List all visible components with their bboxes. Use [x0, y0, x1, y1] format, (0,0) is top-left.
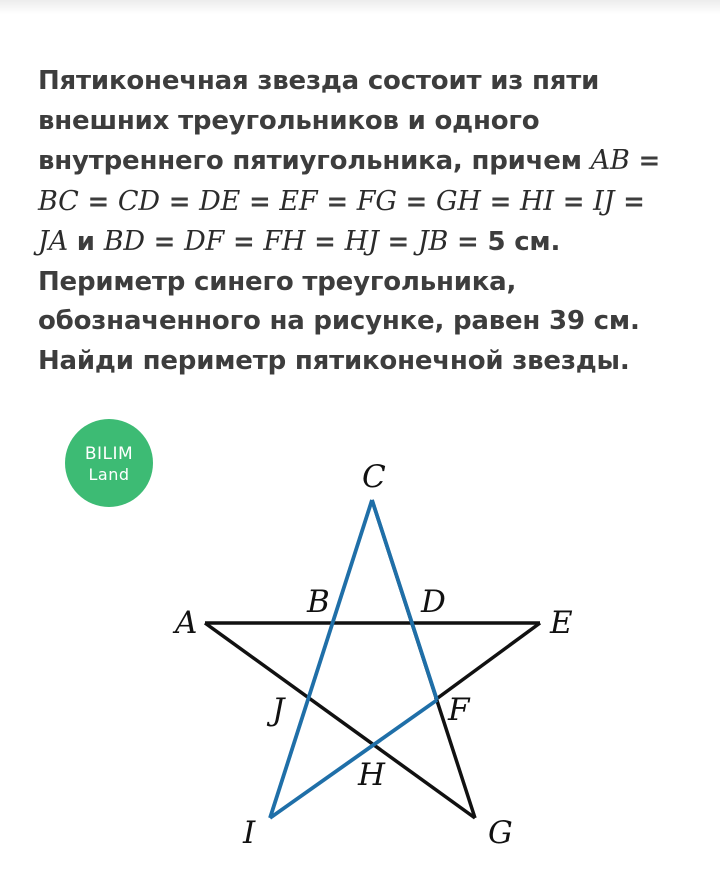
label-e: E	[550, 605, 573, 641]
problem-line-8: Найди периметр пятиконечной звезды.	[38, 345, 630, 376]
math-ef: EF	[279, 185, 318, 217]
eq-sign: =	[326, 186, 348, 217]
eq-sign: =	[405, 186, 428, 217]
logo-text-bilim: BILIM	[84, 444, 134, 464]
math-fh: FH	[263, 226, 306, 257]
logo-text-land: Land	[88, 465, 130, 484]
math-de: DE	[199, 185, 241, 217]
problem-line-1: Пятиконечная звезда состоит из пяти	[38, 66, 600, 96]
math-fg: FG	[356, 185, 397, 217]
math-df: DF	[184, 226, 225, 257]
line-e-f	[435, 623, 540, 700]
value-5cm: 5 см.	[487, 227, 561, 257]
eq-sign: =	[248, 186, 271, 217]
eq-sign: =	[623, 186, 645, 217]
eq-sign: =	[489, 186, 512, 217]
math-ij: IJ	[593, 185, 615, 217]
eq-sign: =	[314, 227, 336, 257]
eq-sign: =	[232, 227, 255, 257]
label-i: I	[243, 815, 256, 851]
problem-line-3-text: внутреннего пятиугольника, причем	[38, 146, 591, 176]
problem-line-6: Периметр синего треугольника,	[38, 266, 517, 297]
eq-sign: =	[387, 227, 410, 257]
line-a-g	[205, 623, 475, 818]
label-c: C	[362, 459, 386, 495]
math-bc: BC	[38, 185, 79, 217]
label-a: A	[175, 605, 198, 641]
math-cd: CD	[117, 185, 160, 217]
label-j: J	[272, 692, 285, 728]
math-hj: HJ	[344, 226, 379, 257]
eq-sign: =	[562, 186, 585, 217]
word-and: и	[76, 227, 95, 257]
problem-line-2: внешних треугольников и одного	[38, 105, 540, 136]
eq-sign: =	[87, 186, 110, 217]
math-gh: GH	[436, 185, 481, 217]
eq-sign: =	[168, 186, 191, 217]
math-ab: AB	[590, 145, 630, 176]
math-bd: BD	[103, 226, 145, 257]
label-f: F	[448, 692, 470, 728]
math-hi: HI	[520, 185, 554, 217]
math-ja: JA	[38, 226, 68, 257]
label-b: B	[307, 584, 330, 620]
eq-sign: =	[457, 227, 479, 257]
label-g: G	[488, 815, 513, 851]
eq-sign: =	[153, 227, 176, 257]
label-h: H	[358, 757, 386, 793]
blue-line-c-i	[270, 500, 372, 818]
blue-line-i-f	[270, 700, 437, 818]
label-d: D	[421, 584, 446, 620]
eq-sign: =	[638, 146, 661, 176]
problem-line-7: обозначенного на рисунке, равен 39 см.	[38, 306, 640, 336]
math-jb: JB	[417, 226, 449, 257]
